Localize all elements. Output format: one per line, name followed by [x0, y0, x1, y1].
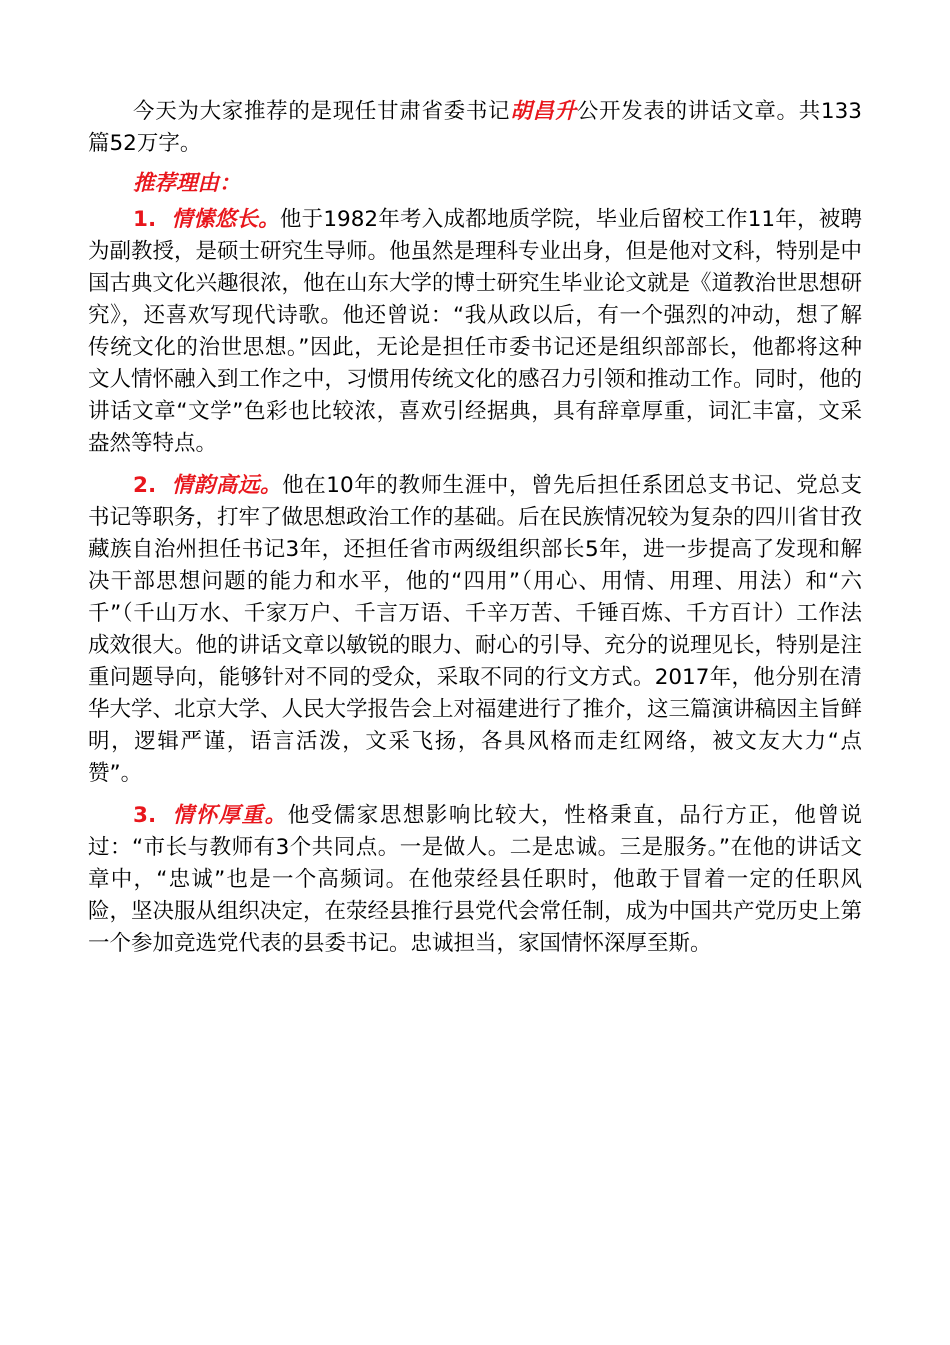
intro-text-before: 今天为大家推荐的是现任甘肃省委书记	[133, 99, 511, 124]
document-body	[88, 96, 862, 970]
intro-text-after: 公开发表的讲话文章。共133篇52万字。	[88, 99, 862, 156]
reason-heading	[88, 168, 862, 200]
point-number: 3.	[133, 803, 157, 828]
point-number: 1.	[133, 207, 157, 232]
point-body: 他受儒家思想影响比较大，性格秉直，品行方正，他曾说过：“市长与教师有3个共同点。一是做人。二是忠诚。三是服务。”在他的讲话文章中，“忠诚”也是一个高频词。在他荥经县任职时，他敢于冒着一定的任职风险，坚决服从组织决定，在荥经县推行县党代会常任制，成为中国共产党历史上第一个参加竞选党代表的县委书记。忠诚担当，家国情怀深厚至斯。	[88, 803, 863, 956]
point-body: 他在10年的教师生涯中，曾先后担任系团总支书记、党总支书记等职务，打牢了做思想政治工作的基础。后在民族情况较为复杂的四川省甘孜藏族自治州担任书记3年，还担任省市两级组织部长5年，进一步提高了发现和解决干部思想问题的能力和水平，他的“四用”（用心、用情、用理、用法）和“六千”（千山万水、千家万户、千言万语、千辛万苦、千锤百炼、千方百计）工作法成效很大。他的讲话文章以敏锐的眼力、耐心的引导、充分的说理见长，特别是注重问题导向，能够针对不同的受众，采取不同的行文方式。2017年，他分别在清华大学、北京大学、人民大学报告会上对福建进行了推介，这三篇演讲稿因主旨鲜明，逻辑严谨，语言活泼，文采飞扬，各具风格而走红网络，被文友大力“点赞”。	[88, 473, 863, 786]
highlighted-name: 胡昌升	[510, 99, 577, 124]
point-body: 他于1982年考入成都地质学院，毕业后留校工作11年，被聘为副教授，是硕士研究生导师。他虽然是理科专业出身，但是他对文科，特别是中国古典文化兴趣很浓，他在山东大学的博士研究生毕业论文就是《道教治世思想研究》，还喜欢写现代诗歌。他还曾说：“我从政以后，有一个强烈的冲动，想了解传统文化的治世思想。”因此，无论是担任市委书记还是组织部部长，他都将这种文人情怀融入到工作之中，习惯用传统文化的感召力引领和推动工作。同时，他的讲话文章“文学”色彩也比较浓，喜欢引经据典，具有辞章厚重，词汇丰富，文采盎然等特点。	[88, 207, 863, 456]
reason-point-1	[88, 204, 862, 460]
reason-point-2	[88, 470, 862, 790]
point-title: 情怀厚重。	[171, 803, 288, 828]
reason-point-3	[88, 800, 862, 960]
reason-heading-text: 推荐理由：	[133, 171, 241, 196]
intro-paragraph	[88, 96, 862, 160]
point-number: 2.	[133, 473, 157, 498]
point-title: 情韵高远。	[171, 473, 283, 498]
point-title: 情愫悠长。	[171, 207, 280, 232]
